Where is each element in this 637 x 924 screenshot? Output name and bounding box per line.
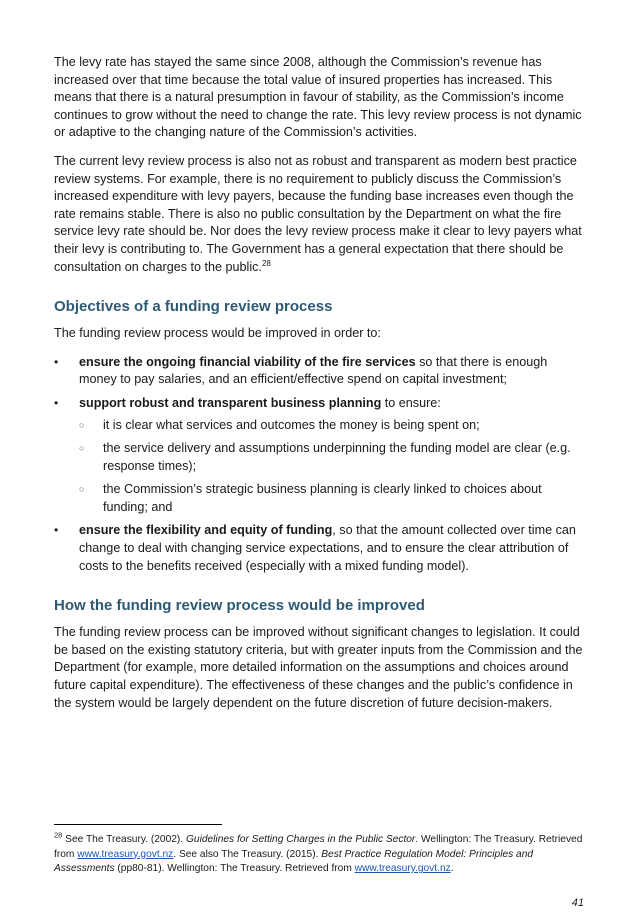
sub-item-text: it is clear what services and outcomes the money is being spent on;: [103, 417, 480, 432]
sub-item-service-delivery: [79, 440, 586, 475]
bullet-icon: •: [54, 354, 59, 369]
objective-text: , so that the amount collected over time can change to deal with changing service expectations, and to ensure the clear attribution of costs to the benefits received (especially with a mixed funding model).: [79, 523, 576, 573]
page-number: 41: [571, 897, 584, 909]
objective-text: so that there is enough money to pay salaries, and an efficient/effective spend on capital investment;: [79, 354, 548, 387]
footnote-text: .: [450, 863, 454, 875]
objective-business-planning: [54, 395, 586, 517]
footnote-text: . See also The Treasury. (2015).: [173, 848, 322, 860]
sub-item-text: the Commission’s strategic business planning is clearly linked to choices about funding; and: [103, 482, 542, 514]
footnote-28: [54, 830, 584, 877]
treasury-link[interactable]: www.treasury.govt.nz: [77, 848, 174, 860]
objective-financial-viability: [54, 354, 586, 389]
footnote-text: . Wellington: The Treasury. Retrieved from: [54, 834, 583, 860]
objective-bold-text: ensure the flexibility and equity of funding: [79, 523, 333, 538]
footnote-title-guidelines: Guidelines for Setting Charges in the Public Sector: [185, 834, 416, 845]
heading-how-improved: How the funding review process would be improved: [54, 597, 425, 615]
objective-bold-text: ensure the ongoing financial viability of the fire services: [79, 354, 416, 369]
objectives-list: [54, 354, 586, 576]
circle-bullet-icon: ○: [79, 443, 85, 454]
paragraph-levy-review-process: [54, 153, 586, 276]
sub-item-strategic-planning: [79, 481, 586, 516]
heading-objectives: Objectives of a funding review process: [54, 298, 333, 316]
objectives-intro: The funding review process would be improved in order to:: [54, 326, 381, 341]
objective-flexibility-equity: [54, 522, 586, 575]
footnote-text: (pp80-81). Wellington: The Treasury. Retrieved from: [114, 863, 355, 875]
bullet-icon: •: [54, 523, 59, 538]
sub-item-services-outcomes: [79, 417, 586, 435]
sub-item-text: the service delivery and assumptions underpinning the funding model are clear (e.g. response times);: [103, 441, 571, 473]
paragraph-levy-rate: The levy rate has stayed the same since 2008, although the Commission’s revenue has increased over that time because the total value of insured properties has increased. This means that there is a natural presumption in favour of stability, as the Commission’s income continues to grow without the need to change the rate. This levy review process is not dynamic or adaptive to the changing nature of the Commission’s activities.: [54, 55, 582, 140]
footnote-title-best-practice: Best Practice Regulation Model: Principles and Assessments: [54, 848, 534, 875]
paragraph-levy-review-text: The current levy review process is also not as robust and transparent as modern best practice review systems. For example, there is no requirement to publicly discuss the Commission’s increased expenditure with levy payers, because the funding base increases even though the rate remains stable. There is also no public consultation by the Department on what the fire service levy rate should be. Nor does the levy review process make it clear to levy payers what their levy is contributing to. The Government has a general expectation that there should be consultation on charges to the public.: [54, 153, 582, 274]
page-content: [54, 54, 586, 723]
circle-bullet-icon: ○: [79, 419, 85, 430]
objective-text: to ensure:: [381, 395, 441, 410]
paragraph-how-improved: The funding review process can be improved without significant changes to legislation. It could be based on the existing statutory criteria, but with greater inputs from the Commission and the Department (for example, more detailed information on the assumptions and choices around future capital expenditure). The effectiveness of these changes and the public’s confidence in the system would be largely dependent on the future discretion of future decision-makers.: [54, 625, 583, 710]
footnote-separator: [54, 824, 222, 825]
footnote-number: 28: [54, 830, 63, 840]
objective-bold-text: support robust and transparent business planning: [79, 395, 382, 410]
footnote-text: See The Treasury. (2002).: [62, 834, 186, 845]
treasury-link[interactable]: www.treasury.govt.nz: [354, 863, 451, 875]
footnote-reference[interactable]: 28: [261, 258, 271, 268]
bullet-icon: •: [54, 395, 59, 410]
business-planning-sublist: [79, 417, 586, 517]
circle-bullet-icon: ○: [79, 484, 85, 495]
